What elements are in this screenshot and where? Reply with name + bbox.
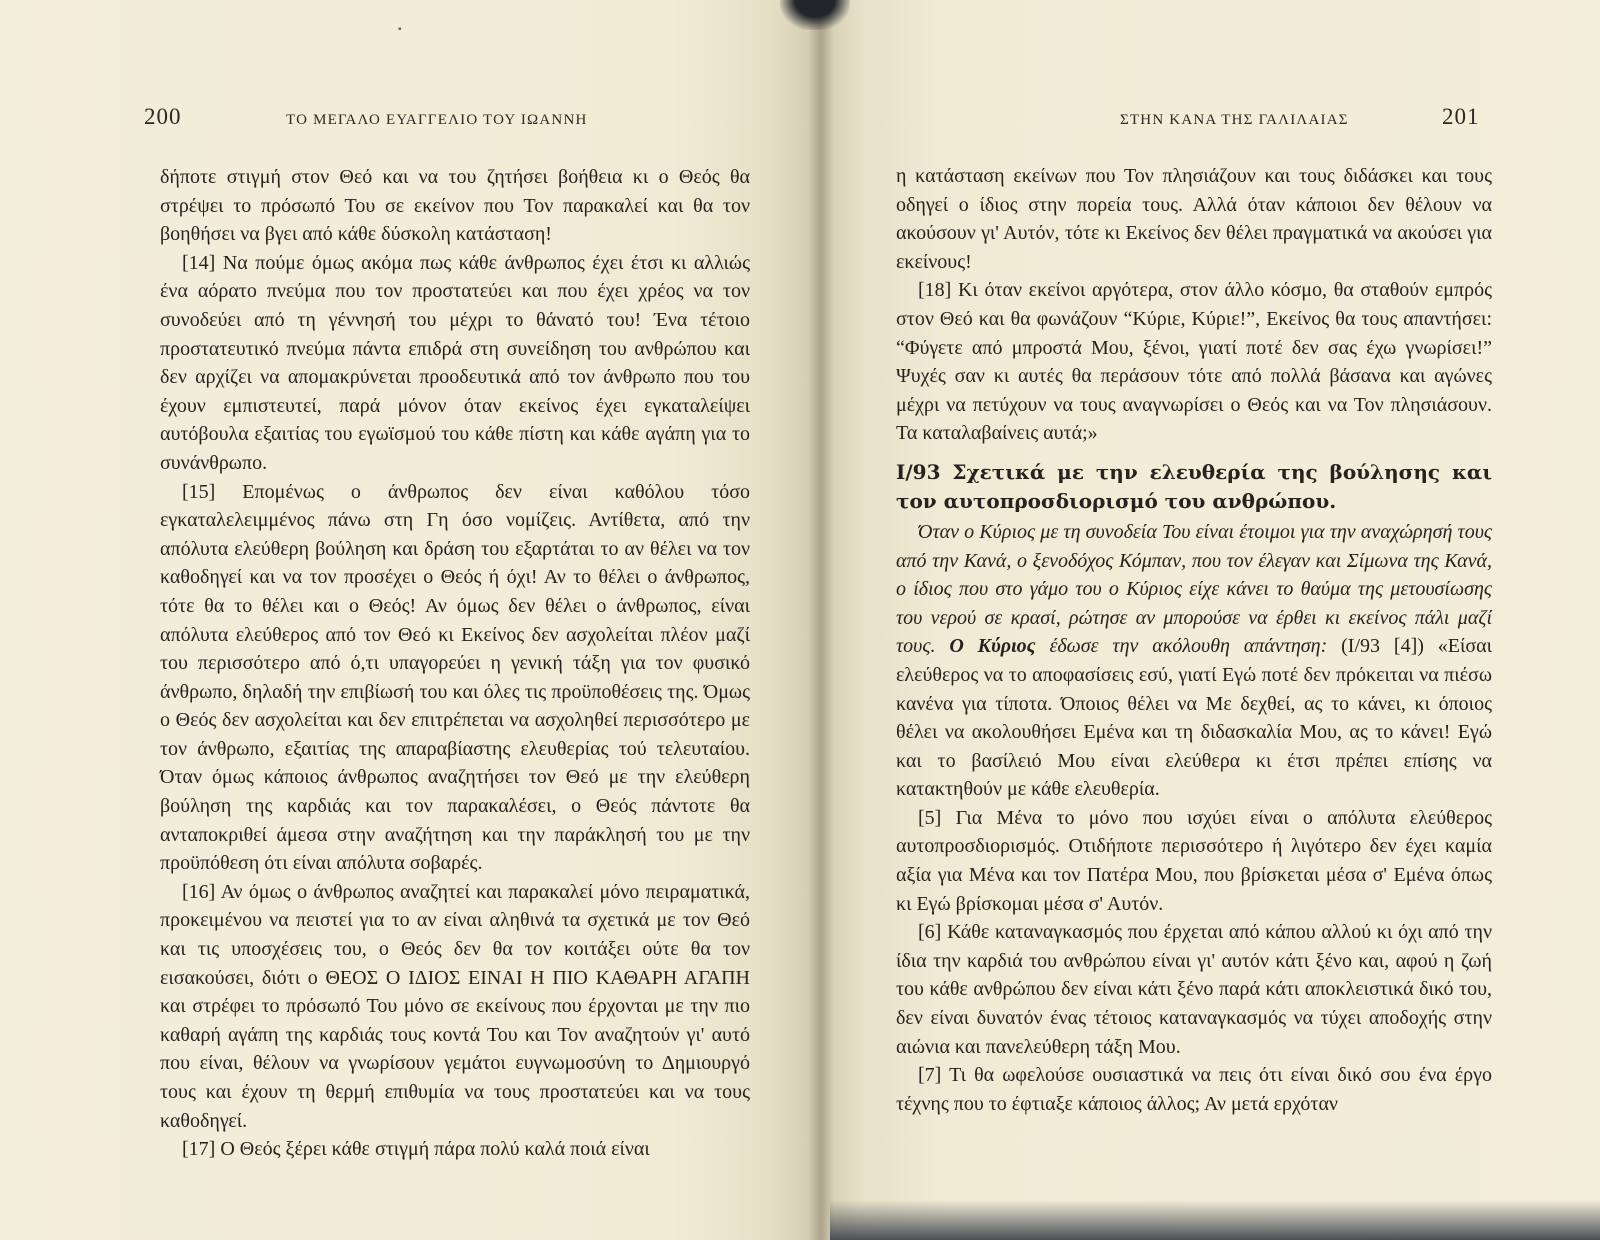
left-running-header: ΤΟ ΜΕΓΑΛΟ ΕΥΑΓΓΕΛΙΟ ΤΟΥ ΙΩΑΝΝΗ (286, 112, 588, 128)
paragraph-18: [18] Κι όταν εκείνοι αργότερα, στον άλλο κόσμο, θα σταθούν εμπρός στον Θεό και θα φωνάζουν “Κύριε, Κύριε!”, Εκείνος θα τους απαντήσει: “Φύγετε από μπροστά Μου, ξένοι, γιατί ποτέ δεν σας έχω γνωρίσει!” Ψυχές σαν κι αυτές θα περάσουν τότε από πολλά βάσανα και αγώνες μέχρι να πετύχουν να τους αναγνωρίσει ο Θεός και να Τον πλησιάσουν. Τα καταλαβαίνεις αυτά;» (896, 279, 1492, 445)
print-mark: ▪ (398, 24, 402, 35)
left-page-number: 200 (144, 104, 182, 129)
paragraph-5: [5] Για Μένα το μόνο που ισχύει είναι ο απόλυτα ελεύθερος αυτοπροσδιορισμός. Οτιδήποτε περισσότερο ή λιγότερο δεν έχει καμία αξία για Μένα και τον Πατέρα Μου, που βρίσκεται μέσα σ' Εμένα όπως κι Εγώ βρίσκομαι μέσα σ' Αυτόν. (896, 806, 1492, 915)
paragraph: δήποτε στιγμή στον Θεό και να του ζητήσει βοήθεια κι ο Θεός θα στρέψει το πρόσωπό Του σε εκείνον που Τον παρακαλεί και θα τον βοηθήσει να βγει από κάθε δύσκολη κατάσταση! (160, 166, 750, 246)
intro-italic: Όταν ο Κύριος με τη συνοδεία Του είναι έτοιμοι για την αναχώρησή τους από την Κανά, ο ξενοδόχος Κόμπαν, που τον έλεγαν και Σίμωνα της Κανά, ο ίδιος που στο γάμο του ο Κύριος είχε κάνει το θαύμα της μετουσίωσης του νερού σε κρασί, ρώτησε αν μπορούσε να έρθει κι εκείνος πάλι μαζί τους. (896, 520, 1492, 658)
chapter-heading: I/93 Σχετικά με την ελευθερία της βούλησης και τον αυτοπροσδιορισμό του ανθρώπου. (896, 459, 1492, 513)
right-page-number: 201 (1442, 104, 1480, 129)
chapter-intro (896, 518, 1492, 804)
paragraph-6: [6] Κάθε καταναγκασμός που έρχεται από κάπου αλλού κι όχι από την ίδια την καρδιά του ανθρώπου είναι γι' αυτόν κάτι ξένο και, αφού η ζωή του κάθε ανθρώπου δεν είναι κάτι ξένο παρά κάτι αποκλειστικά δικό του, δεν είναι δυνατόν ένας τέτοιος καταναγκασμός να τύχει αποδοχής στην αιώνια και πανελεύθερη τάξη Μου. (896, 921, 1492, 1058)
intro-reply: (I/93 [4]) «Είσαι ελεύθερος να το αποφασίσεις εσύ, γιατί Εγώ ποτέ δεν πρόκειται να πιέσω κανένα για τίποτα. Όποιος θέλει να Με δεχθεί, ας το κάνει, κι όποιος θέλει να ακολουθήσει Εμένα και τη διδασκαλία Μου, ας το κάνει! Εγώ και το βασίλειό Μου είναι ελεύθερα κι έτσι πρέπει επίσης να κατακτηθούν με κάθε ελευθερία. (896, 635, 1493, 801)
paragraph-16: [16] Αν όμως ο άνθρωπος αναζητεί και παρακαλεί μόνο πειραματικά, προκειμένου να πειστεί για το αν είναι αληθινά τα σχετικά με τον Θεό και τις υποσχέσεις του, ο Θεός δεν θα τον κοιτάξει ούτε θα τον εισακούσει, διότι ο ΘΕΟΣ Ο ΙΔΙΟΣ ΕΙΝΑΙ Η ΠΙΟ ΚΑΘΑΡΗ ΑΓΑΠΗ και στρέφει το πρόσωπό Του μόνο σε εκείνους που έρχονται με την πιο καθαρή αγάπη της καρδιάς τους κοντά Του και Τον αναζητούν γι' αυτό που είναι, θέλουν να γνωρίσουν γεμάτοι ευγνωμοσύνη το Δημιουργό τους και έχουν τη θερμή επιθυμία να τους προστατεύει και να τους καθοδηγεί. (160, 880, 750, 1132)
left-text-column (160, 163, 750, 1164)
paragraph-15: [15] Επομένως ο άνθρωπος δεν είναι καθόλου τόσο εγκαταλελειμμένος πάνω στη Γη όσο νομίζεις. Αντίθετα, από την απόλυτα ελεύθερη βούληση και δράση του εξαρτάται το αν θέλει να τον καθοδηγεί και να τον προσέχει ο Θεός ή όχι! Αν το θέλει ο άνθρωπος, τότε θα το θέλει και ο Θεός! Αν όμως δεν θέλει ο άνθρωπος, είναι απόλυτα ελεύθερος από τον Θεό κι Εκείνος δεν ασχολείται πλέον μαζί του περισσότερο από ό,τι υπαγορεύει η γενική τάξη για τον φυσικό άνθρωπο, δηλαδή την επιβίωσή του και όλες τις προϋποθέσεις της. Όμως ο Θεός δεν ασχολείται και δεν επιτρέπεται να ασχοληθεί περισσότερο με τον άνθρωπο, εξαιτίας της απαραβίαστης ελευθερίας τού τελευταίου. Όταν όμως κάποιος άνθρωπος αναζητήσει τον Θεό με την ελεύθερη βούληση της καρδιάς και τον παρακαλέσει, ο Θεός πάντοτε θα ανταποκριθεί άμεσα στην αναζήτηση και την παράκλησή του με την προϋπόθεση ότι είναι απόλυτα σοβαρές. (160, 480, 750, 875)
paragraph-17: [17] Ο Θεός ξέρει κάθε στιγμή πάρα πολύ καλά ποιά είναι (182, 1138, 650, 1161)
paragraph: η κατάσταση εκείνων που Τον πλησιάζουν και τους διδάσκει και τους οδηγεί ο ίδιος στην πορεία τους. Αλλά όταν κάποιοι δεν θέλουν να ακούσουν γι' Αυτόν, τότε κι Εκείνος δεν θέλει πραγματικά να ακούσει για εκείνους! (896, 165, 1492, 273)
intro-bold: Ο Κύριος (949, 635, 1036, 658)
right-text-column (896, 162, 1492, 1118)
intro-italic-end: έδωσε την ακόλουθη απάντηση: (1049, 635, 1328, 658)
right-running-header: ΣΤΗΝ ΚΑΝΑ ΤΗΣ ΓΑΛΙΛΑΙΑΣ (1120, 112, 1349, 128)
paragraph-7: [7] Τι θα ωφελούσε ουσιαστικά να πεις ότι είναι δικό σου ένα έργο τέχνης που το έφτιαξε κάποιος άλλος; Αν μετά ερχόταν (896, 1064, 1492, 1115)
paragraph-14: [14] Να πούμε όμως ακόμα πως κάθε άνθρωπος έχει έτσι κι αλλιώς ένα αόρατο πνεύμα που τον προστατεύει και που έχει χρέος να τον συνοδεύει από τη γέννησή του μέχρι το θάνατό του! Ένα τέτοιο προστατευτικό πνεύμα πάντα επιδρά στη συνείδηση του ανθρώπου και δεν αρχίζει να απομακρύνεται προοδευτικά από τον άνθρωπο που του έχουν εμπιστευτεί, παρά μόνον όταν εκείνος έχει εγκαταλείψει αυτόβουλα εξαιτίας του εγωϊσμού του κάθε πίστη και κάθε αγάπη για το συνάνθρωπο. (160, 251, 750, 474)
spine-gap (780, 0, 850, 30)
page-edge (830, 1200, 1600, 1240)
